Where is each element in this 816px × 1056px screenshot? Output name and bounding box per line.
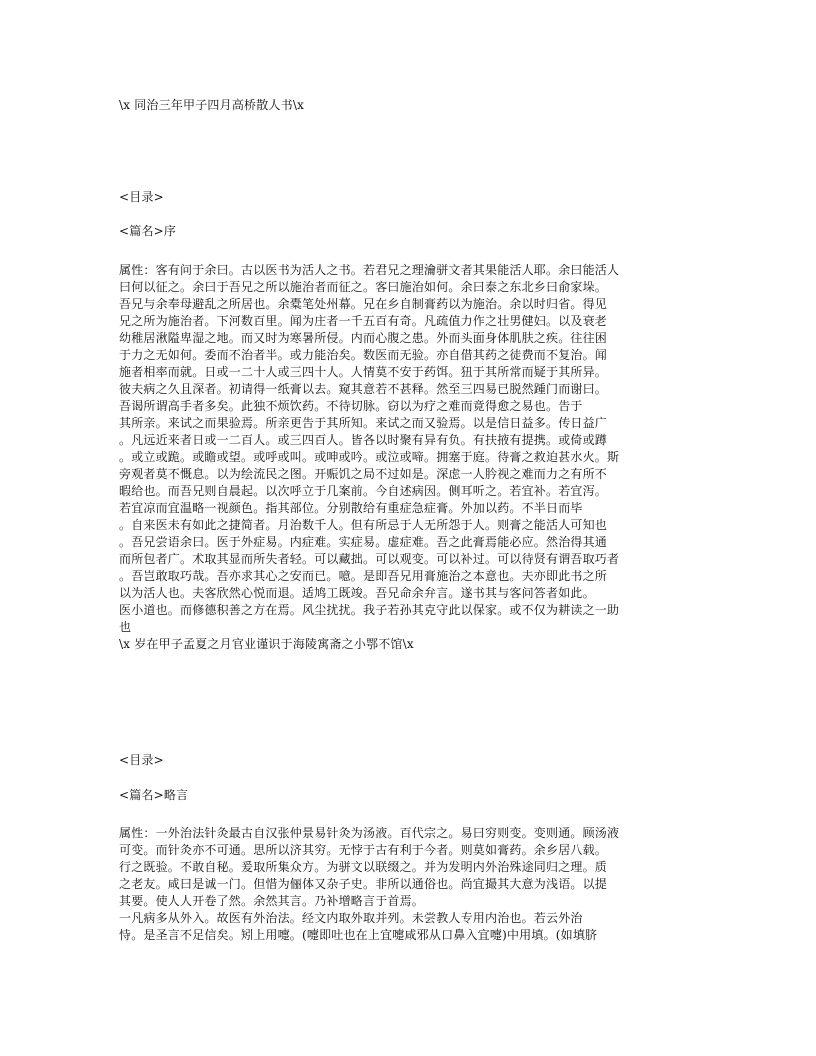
colophon: \x 同治三年甲子四月高桥散人书\x <box>119 98 305 112</box>
text-line: 吾谒所谓高手者多矣。此独不烦饮药。不待切脉。窃以为疗之难而竟得愈之易也。告于 <box>119 399 583 413</box>
text-line: 。凡远近来者日或一二百人。或三四百人。皆各以时聚有异有负。有扶掖有提携。或倚或蹲 <box>119 433 608 447</box>
text-line: 属性：客有问于余曰。古以医书为活人之书。若君兄之理瀹骈文者其果能活人耶。余曰能活人 <box>119 263 620 277</box>
text-line: 医小道也。而修德积善之方在焉。风尘扰扰。我子若孙其克守此以保家。或不仅为耕读之一助 <box>119 603 620 617</box>
toc-heading-2: <目录> <box>119 753 164 767</box>
text-line: 而所包者广。术取其显而所失者轻。可以藏拙。可以观变。可以补过。可以待贤有谓吾取巧者 <box>119 552 620 566</box>
text-line: 若宜凉而宜温略一视颜色。指其部位。分别散给有重症急症膏。外加以药。不半日而毕 <box>119 501 583 515</box>
text-line: 幼稚居湫隘卑湿之地。而又时为寒暑所侵。内而心腹之患。外而头面身体肌肤之疾。往往困 <box>119 331 608 345</box>
signature-line: \x 岁在甲子孟夏之月官业谨识于海陵寓斋之小鄂不馆\x <box>119 637 414 651</box>
toc-heading-1: <目录> <box>119 190 164 204</box>
text-line: 施者相率而就。日或一二十人或三四十人。人情莫不安于药饵。狃于其所常而疑于其所异。 <box>119 365 608 379</box>
text-line: 其要。使人人开卷了然。余然其言。乃补增略言于首焉。 <box>119 894 425 908</box>
text-line: 于力之无如何。委而不治者半。或力能治矣。数医而无验。亦自借其药之徒费而不复治。闻 <box>119 348 608 362</box>
text-line: 也 <box>119 620 132 634</box>
text-line: 旁观者莫不慨息。以为绘流民之图。开赈饥之局不过如是。深虑一人肣视之难而力之有所不 <box>119 467 608 481</box>
text-line: 行之既验。不敢自秘。爰取所集众方。为骈文以联缀之。并为发明内外治殊途同归之理。质 <box>119 860 608 874</box>
text-line: 吾兄与余奉母避乱之所居也。余橐笔处州幕。兄在乡自制膏药以为施治。余以时归省。得见 <box>119 297 608 311</box>
text-line: 属性：一外治法针灸最古自汉张仲景易针灸为汤液。百代宗之。易曰穷则变。变则通。顾汤液 <box>119 826 620 840</box>
text-line: 其所亲。来试之而果验焉。所亲更告于其所知。来试之而又验焉。以是信日益多。传日益广 <box>119 416 608 430</box>
text-line: 暇给也。而吾兄则自晨起。以次呼立于几案前。今自述病因。侧耳听之。若宜补。若宜泻。 <box>119 484 608 498</box>
chapter-title-preface: <篇名>序 <box>119 224 177 238</box>
text-line: 以为活人也。夫客欣然心悦而退。适鸠工既竣。吾兄命余弁言。遂书其与客问答者如此。 <box>119 586 595 600</box>
text-line: 恃。是圣言不足信矣。矧上用嚏。(嚏即吐也在上宜嚏咸邪从口鼻入宜嚏)中用填。(如填脐 <box>119 928 598 942</box>
text-line: 一凡病多从外入。故医有外治法。经文内取外取并列。未尝教人专用内治也。若云外治 <box>119 911 583 925</box>
text-line: 兄之所为施治者。下河数百里。闻为庄者一千五百有奇。凡疏值力作之壮男健妇。以及衰老 <box>119 314 608 328</box>
text-line: 。吾岂敢取巧哉。吾亦求其心之安而已。噫。是即吾兄用膏施治之本意也。夫亦即此书之所 <box>119 569 608 583</box>
text-line: 曰何以征之。余曰于吾兄之所以施治者而征之。客曰施治如何。余曰泰之东北乡曰俞家垛。 <box>119 280 608 294</box>
text-line: 。自来医未有如此之捷简者。月治数千人。但有所忌于人无所怨于人。则膏之能活人可知也 <box>119 518 608 532</box>
text-line: 可变。而针灸亦不可通。思所以济其穷。无悖于古有利于今者。则莫如膏药。余乡居八载。 <box>119 843 608 857</box>
text-line: 。或立或跪。或瞻或望。或呼或叫。或呻或吟。或泣或啼。拥塞于庭。待膏之救迫甚水火。斯 <box>119 450 620 464</box>
text-line: 之老友。咸曰是诚一门。但惜为俪体又杂子史。非所以通俗也。尚宜撮其大意为浅语。以提 <box>119 877 608 891</box>
chapter-title-outline: <篇名>略言 <box>119 788 189 802</box>
text-line: 彼夫病之久且深者。初请得一纸膏以去。窥其意若不甚释。然至三四易已脱然踵门而谢曰。 <box>119 382 608 396</box>
text-line: 。吾兄尝语余曰。医于外症易。内症难。实症易。虚症难。吾之此膏焉能必应。然治得其通 <box>119 535 608 549</box>
